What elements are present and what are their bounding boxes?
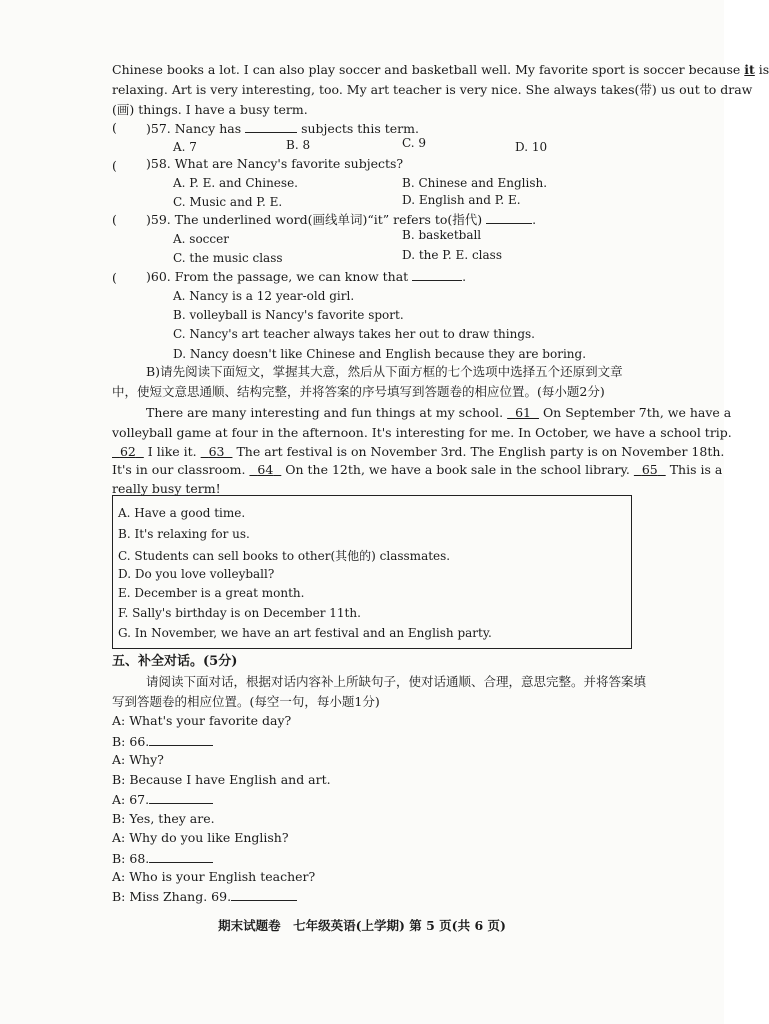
- option-60-c: C. Nancy's art teacher always takes her out to draw things.: [173, 327, 535, 341]
- option-60-b: B. volleyball is Nancy's favorite sport.: [173, 308, 404, 322]
- dialog-line-5: [112, 791, 213, 808]
- passage-text: It's in our classroom.: [112, 462, 246, 477]
- dialog-text: B: Miss Zhang. 69.: [112, 889, 232, 904]
- option-57-a: A. 7: [173, 140, 197, 154]
- passage-text: Chinese books a lot. I can also play soccer and basketball well. My favorite sport is soccer because: [112, 62, 741, 77]
- answer-blank-69: [231, 888, 297, 901]
- option-60-d: D. Nancy doesn't like Chinese and English because they are boring.: [173, 347, 587, 361]
- dialog-text: B: 66.: [112, 734, 150, 749]
- question-stem-end: subjects this term.: [301, 121, 419, 136]
- section-b-instruction-2: 中，使短文意思通顺、结构完整，并将答案的序号填写到答题卷的相应位置。(每小题2分): [112, 384, 605, 399]
- dialog-line-1: A: What's your favorite day?: [112, 713, 292, 728]
- choice-a: A. Have a good time.: [118, 506, 246, 520]
- dialog-line-2: [112, 733, 213, 750]
- passage-b-line-4: [112, 462, 722, 478]
- dialog-text: A: 67.: [112, 792, 150, 807]
- choice-e: E. December is a great month.: [118, 586, 305, 600]
- question-stem: )57. Nancy has: [146, 121, 242, 136]
- option-59-a: A. soccer: [173, 232, 229, 246]
- choice-b: B. It's relaxing for us.: [118, 527, 250, 541]
- option-57-d: D. 10: [515, 140, 548, 154]
- section-b-instruction-1: B)请先阅读下面短文，掌握其大意，然后从下面方框的七个选项中选择五个还原到文章: [146, 364, 623, 379]
- passage-text: This is a: [669, 462, 723, 477]
- section-5-title: 五、补全对话。(5分): [112, 654, 238, 669]
- option-60-a: A. Nancy is a 12 year-old girl.: [173, 289, 355, 303]
- blank-61: 61: [515, 405, 531, 420]
- question-stem-end: .: [532, 212, 537, 227]
- passage-text: There are many interesting and fun things at my school.: [146, 405, 504, 420]
- blank-62: 62: [119, 444, 136, 459]
- answer-blank-67: [149, 791, 213, 804]
- blank-65: 65: [641, 462, 658, 477]
- page-footer: 期末试题卷 七年级英语(上学期) 第 5 页(共 6 页): [218, 918, 506, 933]
- answer-blank: [486, 211, 532, 224]
- passage-text: I like it.: [147, 444, 197, 459]
- passage-text: is: [758, 62, 769, 77]
- choice-d: D. Do you love volleyball?: [118, 567, 275, 581]
- answer-blank-68: [149, 850, 213, 863]
- dialog-line-9: A: Who is your English teacher?: [112, 869, 316, 884]
- choice-g: G. In November, we have an art festival and an English party.: [118, 626, 492, 640]
- answer-paren: (: [112, 120, 117, 135]
- dialog-text: B: 68.: [112, 851, 150, 866]
- answer-blank-66: [149, 733, 213, 746]
- section-5-instruction-1: 请阅读下面对话，根据对话内容补上所缺句子，使对话通顺、合理，意思完整。并将答案填: [146, 674, 647, 689]
- question-stem-end: .: [462, 269, 467, 284]
- choice-f: F. Sally's birthday is on December 11th.: [118, 606, 361, 620]
- underlined-it: it: [744, 62, 755, 77]
- question-57: [146, 120, 419, 137]
- option-58-a: A. P. E. and Chinese.: [173, 176, 298, 190]
- dialog-line-10: [112, 888, 297, 905]
- answer-blank: [412, 268, 462, 281]
- answer-paren: (: [112, 158, 117, 173]
- passage-line-1: [112, 62, 769, 78]
- option-57-b: B. 8: [286, 138, 311, 152]
- option-59-d: D. the P. E. class: [402, 248, 502, 262]
- option-58-b: B. Chinese and English.: [402, 176, 548, 190]
- option-57-c: C. 9: [402, 136, 427, 150]
- answer-paren: (: [112, 212, 117, 227]
- section-5-instruction-2: 写到答题卷的相应位置。(每空一句，每小题1分): [112, 694, 380, 709]
- passage-b-line-2: volleyball game at four in the afternoon. It's interesting for me. In October, we have a school trip.: [112, 425, 732, 440]
- option-59-c: C. the music class: [173, 251, 283, 265]
- option-58-d: D. English and P. E.: [402, 193, 521, 207]
- passage-text: The art festival is on November 3rd. The English party is on November 18th.: [236, 444, 725, 459]
- question-stem: )60. From the passage, we can know that: [146, 269, 409, 284]
- dialog-line-6: B: Yes, they are.: [112, 811, 215, 826]
- blank-64: 64: [257, 462, 274, 477]
- passage-b-line-5: really busy term!: [112, 481, 221, 496]
- dialog-line-7: A: Why do you like English?: [112, 830, 289, 845]
- dialog-line-3: A: Why?: [112, 752, 164, 767]
- passage-text: On September 7th, we have a: [542, 405, 732, 420]
- blank-63: 63: [208, 444, 225, 459]
- option-59-b: B. basketball: [402, 228, 482, 242]
- passage-text: On the 12th, we have a book sale in the school library.: [285, 462, 630, 477]
- answer-blank: [245, 120, 297, 133]
- answer-paren: (: [112, 270, 117, 285]
- question-stem: )59. The underlined word(画线单词)“it” refers to(指代): [146, 212, 483, 227]
- question-58: )58. What are Nancy's favorite subjects?: [146, 156, 404, 171]
- passage-line-3: (画) things. I have a busy term.: [112, 102, 308, 117]
- choice-c: C. Students can sell books to other(其他的) classmates.: [118, 549, 451, 563]
- passage-line-2: relaxing. Art is very interesting, too. My art teacher is very nice. She always takes(带) us out to draw: [112, 82, 753, 97]
- question-59: [146, 211, 536, 228]
- passage-b-line-1: [146, 405, 731, 421]
- passage-b-line-3: [112, 444, 724, 460]
- dialog-line-8: [112, 850, 213, 867]
- dialog-line-4: B: Because I have English and art.: [112, 772, 331, 787]
- option-58-c: C. Music and P. E.: [173, 195, 283, 209]
- question-60: [146, 268, 466, 285]
